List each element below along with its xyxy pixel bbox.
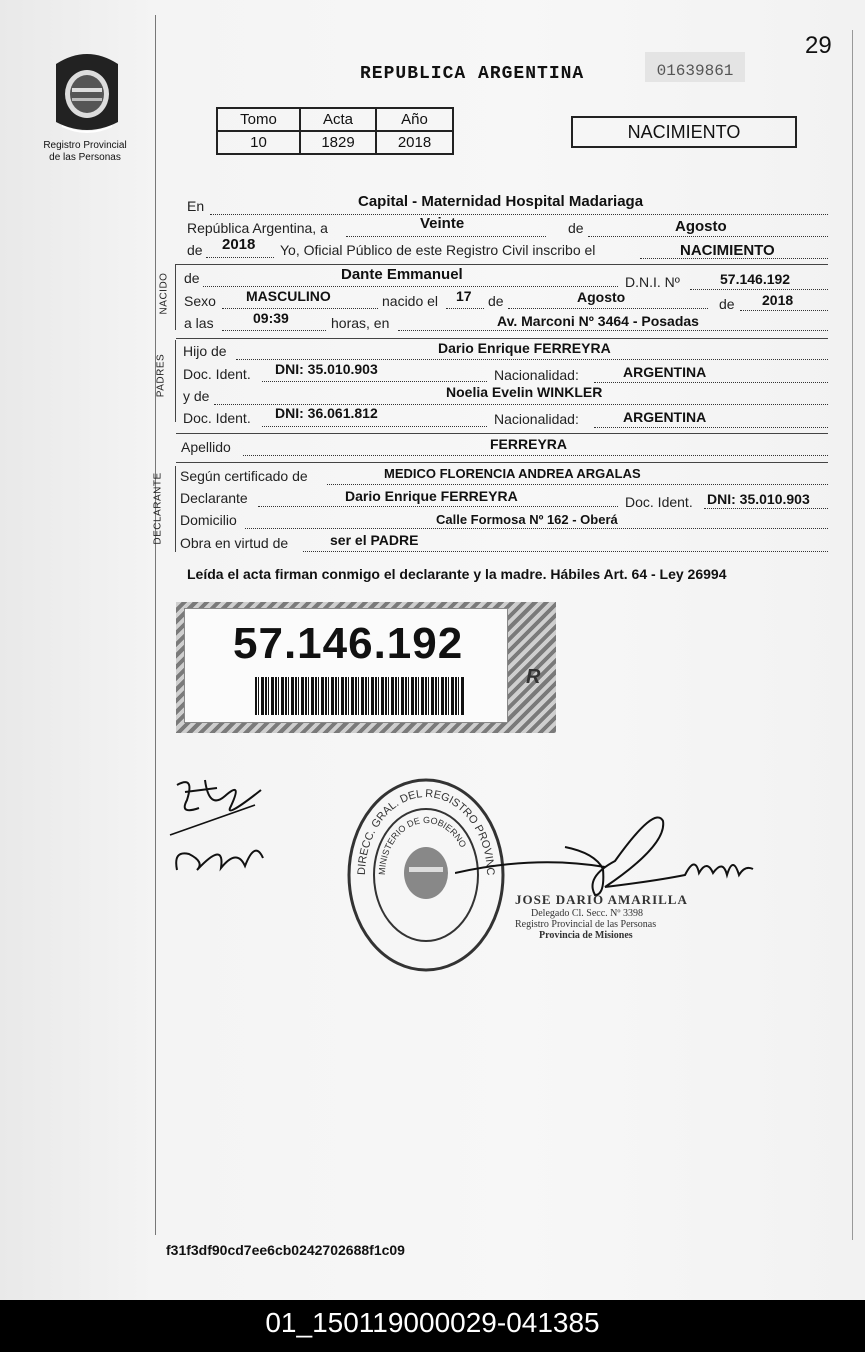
left-margin-line — [155, 15, 156, 1235]
nacido-de-label: de — [184, 270, 200, 286]
domicilio-value: Calle Formosa Nº 162 - Oberá — [436, 512, 618, 527]
hijo-label: Hijo de — [183, 343, 227, 359]
registry-line2: de las Personas — [49, 152, 121, 163]
padres-section-label: PADRES — [155, 353, 167, 398]
sticker-number: 57.146.192 — [233, 619, 464, 668]
child-name: Dante Emmanuel — [341, 266, 463, 283]
nacido-el-label: nacido el — [382, 293, 439, 309]
right-margin-line — [852, 30, 853, 1240]
official-name: JOSE DARIO AMARILLA — [515, 892, 688, 907]
sexo-value: MASCULINO — [246, 288, 331, 304]
child-dni: 57.146.192 — [720, 271, 791, 287]
obra-value: ser el PADRE — [330, 532, 419, 548]
declarant-signature — [165, 770, 275, 885]
birth-de-label2: de — [719, 296, 735, 312]
mother-name: Noelia Evelin WINKLER — [446, 384, 603, 400]
nacido-section-label: NACIDO — [158, 272, 170, 315]
declarante-value: Dario Enrique FERREYRA — [345, 488, 518, 504]
declarante-doc-label: Doc. Ident. — [625, 494, 693, 510]
yde-label: y de — [183, 388, 210, 404]
certificado-value: MEDICO FLORENCIA ANDREA ARGALAS — [384, 466, 641, 481]
declarante-label: Declarante — [180, 490, 248, 506]
declarante-doc: DNI: 35.010.903 — [707, 491, 810, 507]
header-anio: Año — [376, 108, 453, 131]
id-sticker — [176, 602, 556, 733]
republica-label: República Argentina, a — [187, 220, 328, 236]
official-signature — [455, 795, 755, 915]
de-label: de — [568, 220, 584, 236]
serial-number: 01639861 — [645, 52, 745, 82]
act-type-value: NACIMIENTO — [680, 242, 775, 259]
barcode — [255, 677, 465, 715]
place-value: Capital - Maternidad Hospital Madariaga — [358, 193, 644, 210]
province-emblem — [48, 48, 126, 136]
father-nat-label: Nacionalidad: — [494, 367, 579, 383]
value-acta: 1829 — [300, 131, 376, 154]
registry-line1: Registro Provincial — [43, 140, 127, 151]
birth-year: 2018 — [762, 292, 794, 308]
alas-label: a las — [184, 315, 214, 331]
en-label: En — [187, 198, 205, 214]
father-doc-label: Doc. Ident. — [183, 366, 251, 382]
apellido-label: Apellido — [181, 439, 231, 455]
horas-label: horas, en — [331, 315, 390, 331]
certificado-label: Según certificado de — [180, 468, 308, 484]
birth-time: 09:39 — [253, 310, 289, 326]
mother-doc-label: Doc. Ident. — [183, 410, 251, 426]
official-org: Registro Provincial de las Personas — [515, 919, 657, 930]
sexo-label: Sexo — [184, 293, 216, 309]
apellido-value: FERREYRA — [490, 436, 568, 452]
page-number: 29 — [805, 32, 832, 59]
seal-outer-text: DIRECC. GRAL. DEL REGISTRO PROVINC — [355, 787, 497, 876]
month-value: Agosto — [675, 218, 727, 235]
father-name: Dario Enrique FERREYRA — [438, 340, 611, 356]
birth-day: 17 — [456, 288, 472, 304]
father-doc: DNI: 35.010.903 — [275, 361, 378, 377]
mother-nationality: ARGENTINA — [623, 409, 707, 425]
mother-nat-label: Nacionalidad: — [494, 411, 579, 427]
dni-label: D.N.I. Nº — [625, 274, 680, 290]
value-anio: 2018 — [376, 131, 453, 154]
declarante-section-label: DECLARANTE — [152, 472, 164, 545]
sticker-corner-letter: R — [526, 666, 541, 688]
year-value: 2018 — [222, 236, 256, 253]
official-title: Delegado Cl. Secc. Nº 3398 — [531, 908, 643, 919]
official-province: Provincia de Misiones — [539, 930, 633, 941]
seal-inner-text: MINISTERIO DE GOBIERNO — [376, 814, 469, 876]
footer-id: 01_150119000029-041385 — [0, 1300, 865, 1352]
header-tomo: Tomo — [217, 108, 300, 131]
mother-doc: DNI: 36.061.812 — [275, 405, 378, 421]
closing-note: Leída el acta firman conmigo el declarante y la madre. Hábiles Art. 64 - Ley 26994 — [187, 566, 727, 582]
day-words: Veinte — [420, 215, 465, 232]
birth-de-label: de — [488, 293, 504, 309]
document-hash: f31f3df90cd7ee6cb0242702688f1c09 — [166, 1242, 405, 1258]
header-acta: Acta — [300, 108, 376, 131]
father-nationality: ARGENTINA — [623, 364, 707, 380]
domicilio-label: Domicilio — [180, 512, 237, 528]
birth-place: Av. Marconi Nº 3464 - Posadas — [497, 313, 699, 329]
obra-label: Obra en virtud de — [180, 535, 289, 551]
country-title: REPUBLICA ARGENTINA — [360, 64, 585, 84]
birth-month: Agosto — [577, 289, 626, 305]
year-prefix-label: de — [187, 242, 203, 258]
document-type-box: NACIMIENTO — [571, 116, 797, 148]
value-tomo: 10 — [217, 131, 300, 154]
tomo-acta-table — [216, 107, 454, 155]
oficial-text: Yo, Oficial Público de este Registro Civil inscribo el — [280, 242, 596, 258]
